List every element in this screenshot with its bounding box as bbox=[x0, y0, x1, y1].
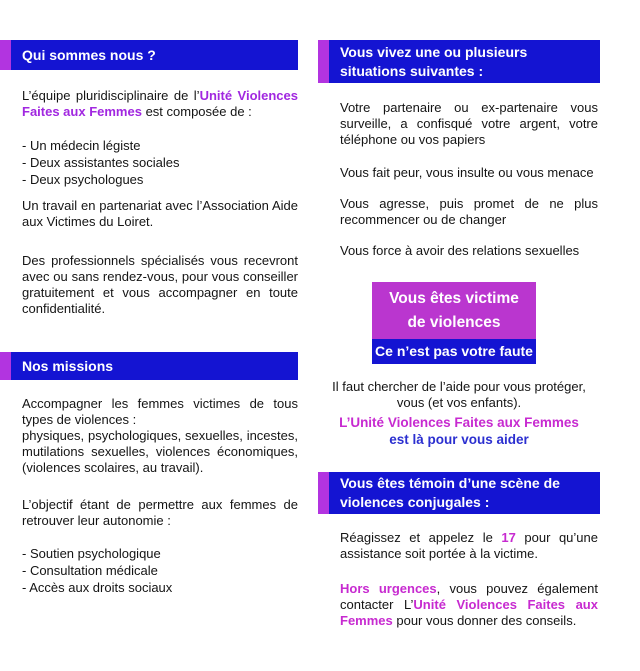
situation-item: Votre partenaire ou ex-partenaire vous surveille, a confisqué votre argent, votre téléphone ou vos papiers bbox=[340, 100, 598, 147]
situation-item: Vous force à avoir des relations sexuelles bbox=[340, 243, 580, 258]
victim-box-line2: de violences bbox=[407, 314, 501, 331]
section-header-qui-sommes-nous bbox=[0, 40, 298, 70]
header-accent-bar bbox=[318, 40, 329, 83]
section-title: Vous vivez une ou plusieurs situations suivantes : bbox=[340, 43, 528, 79]
list-item: - Consultation médicale bbox=[22, 563, 158, 578]
section-title: Qui sommes nous ? bbox=[22, 46, 156, 63]
list-item: - Soutien psychologique bbox=[22, 546, 161, 561]
hors-text-post: pour vous donner des conseils. bbox=[392, 613, 577, 628]
hors-text-mid: , vous pouvez également contacter L’ bbox=[340, 581, 598, 612]
unit-name-highlight: Unité Violences Faites aux Femmes bbox=[340, 597, 598, 628]
missions-paragraph bbox=[22, 396, 298, 476]
section-header-nos-missions bbox=[0, 352, 298, 380]
react-paragraph bbox=[340, 530, 598, 562]
section-title: Nos missions bbox=[22, 357, 114, 374]
partnership-paragraph: Un travail en partenariat avec l’Association Aide aux Victimes du Loiret. bbox=[22, 198, 298, 229]
header-accent-bar bbox=[318, 472, 329, 514]
intro-text-post: est composée de : bbox=[141, 104, 252, 119]
professionals-paragraph: Des professionnels spécialisés vous recevront avec ou sans rendez-vous, pour vous conseiller gratuitement et vous accompagner en toute confidentialité. bbox=[22, 253, 298, 316]
react-text-pre: Réagissez et appelez le bbox=[340, 530, 502, 545]
services-list bbox=[22, 545, 298, 596]
unit-name-highlight: Unité Violences Faites aux Femmes bbox=[22, 88, 298, 119]
section-title: Vous êtes témoin d’une scène de violences conjugales : bbox=[340, 475, 560, 510]
list-item: - Deux psychologues bbox=[22, 172, 144, 187]
react-text-post: pour qu’une assistance soit portée à la victime. bbox=[340, 530, 598, 561]
victim-box-line1: Vous êtes victime bbox=[389, 290, 519, 307]
header-accent-bar bbox=[0, 352, 11, 380]
missions-accompany-text: Accompagner les femmes victimes de tous types de violences : bbox=[22, 396, 298, 427]
team-list bbox=[22, 137, 298, 188]
list-item: - Un médecin légiste bbox=[22, 138, 141, 153]
situation-item: Vous fait peur, vous insulte ou vous menace bbox=[340, 165, 594, 180]
list-item: - Deux assistantes sociales bbox=[22, 155, 180, 170]
hors-urgences-highlight: Hors urgences bbox=[340, 581, 437, 596]
situation-item: Vous agresse, puis promet de ne plus recommencer ou de changer bbox=[340, 196, 598, 227]
list-item: - Accès aux droits sociaux bbox=[22, 580, 173, 595]
seek-help-block bbox=[318, 379, 600, 448]
who-intro-paragraph bbox=[22, 88, 298, 120]
header-accent-bar bbox=[0, 40, 11, 70]
not-your-fault-strip: Ce n’est pas votre faute bbox=[372, 339, 536, 364]
hors-urgences-paragraph bbox=[340, 581, 598, 629]
help-tagline: est là pour vous aider bbox=[389, 432, 529, 447]
section-header-situations bbox=[318, 40, 600, 83]
victim-callout-box bbox=[372, 282, 536, 339]
unit-name-highlight: L’Unité Violences Faites aux Femmes bbox=[339, 415, 579, 430]
emergency-number-17: 17 bbox=[501, 530, 516, 545]
missions-types-text: physiques, psychologiques, sexuelles, incestes, mutilations sexuelles, violences économiques, (violences scolaires, au travail). bbox=[22, 428, 298, 475]
section-header-temoin bbox=[318, 472, 600, 514]
objective-paragraph: L’objectif étant de permettre aux femmes de retrouver leur autonomie : bbox=[22, 497, 298, 528]
intro-text-pre: L’équipe pluridisciplinaire de l’ bbox=[22, 88, 200, 103]
help-text-line1: Il faut chercher de l’aide pour vous protéger, bbox=[332, 379, 586, 394]
help-text-line2: vous (et vos enfants). bbox=[396, 395, 522, 410]
